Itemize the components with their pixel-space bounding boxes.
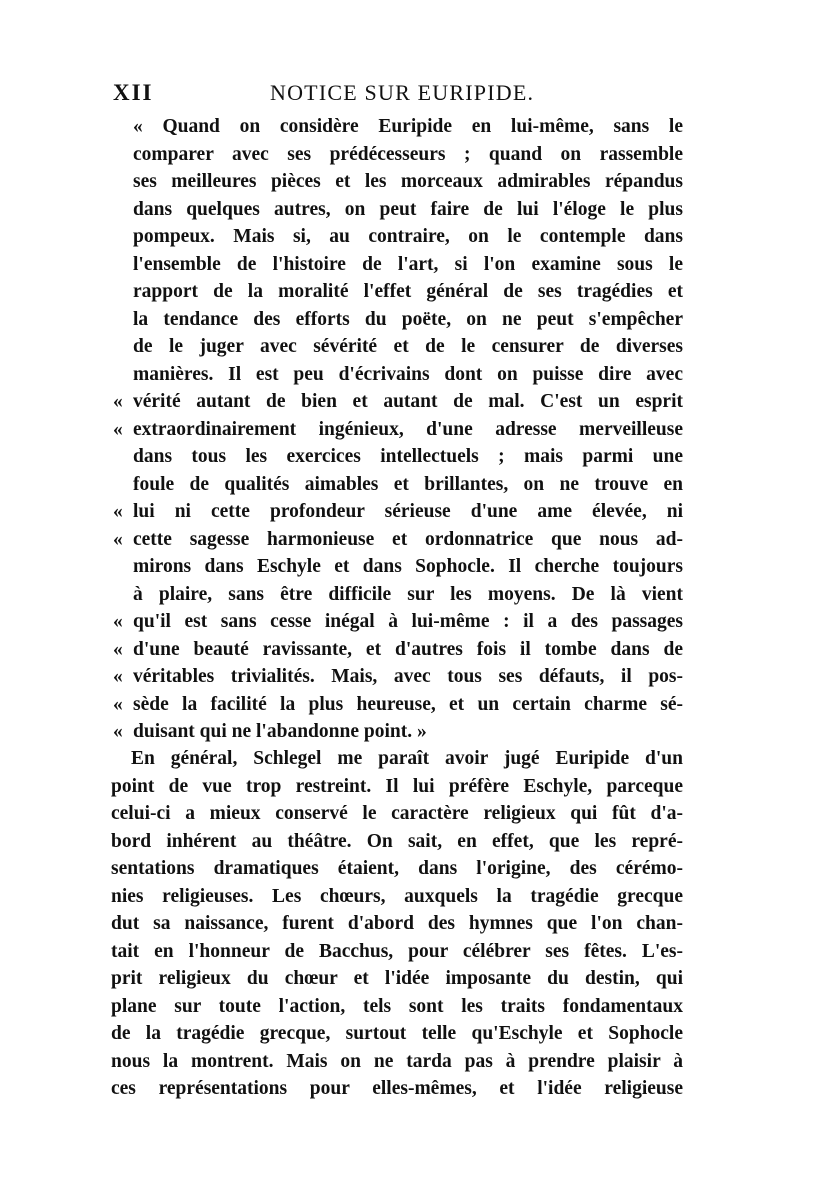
- body-line: [111, 910, 683, 938]
- body-line: [111, 800, 683, 828]
- body-line-text: En général, Schlegel me paraît avoir jugé Euripide d'un: [131, 748, 683, 769]
- body-line: [111, 828, 683, 856]
- quote-margin-mark: «: [113, 501, 123, 522]
- quote-line-text: cette sagesse harmonieuse et ordonnatrice que nous ad-: [133, 528, 683, 550]
- body-line-text: plane sur toute l'action, tels sont les traits fondamentaux: [111, 995, 683, 1017]
- quote-line-text: extraordinairement ingénieux, d'une adresse merveilleuse: [133, 418, 683, 440]
- quote-line-text: manières. Il est peu d'écrivains dont on puisse dire avec: [133, 363, 683, 385]
- quote-line-text: comparer avec ses prédécesseurs ; quand on rassemble: [133, 143, 683, 165]
- quote-line-text: vérité autant de bien et autant de mal. C'est un esprit: [133, 391, 683, 412]
- quote-line: [113, 306, 683, 334]
- quote-line: [113, 361, 683, 389]
- quote-line-text: ses meilleures pièces et les morceaux admirables répandus: [133, 171, 683, 192]
- body-line: [111, 855, 683, 883]
- quote-line-text: dans tous les exercices intellectuels ; mais parmi une: [133, 446, 683, 467]
- quote-line-text: l'ensemble de l'histoire de l'art, si l'on examine sous le: [133, 253, 683, 275]
- quote-line: [113, 663, 683, 691]
- quote-line-text: la tendance des efforts du poëte, on ne peut s'empêcher: [133, 308, 683, 330]
- body-line-text: nies religieuses. Les chœurs, auxquels la tragédie grecque: [111, 885, 683, 907]
- body-line-text: dut sa naissance, furent d'abord des hymnes que l'on chan-: [111, 913, 683, 934]
- body-line-text: point de vue trop restreint. Il lui préfère Eschyle, parceque: [111, 775, 683, 797]
- quote-line-text: lui ni cette profondeur sérieuse d'une ame élevée, ni: [133, 501, 683, 522]
- running-title: NOTICE SUR EURIPIDE.: [270, 80, 535, 105]
- page-number: XII: [113, 80, 154, 105]
- quote-line-text: mirons dans Eschyle et dans Sophocle. Il cherche toujours: [133, 556, 683, 577]
- quote-line: [113, 471, 683, 499]
- quote-line: [113, 718, 683, 746]
- quote-line: [113, 278, 683, 306]
- quote-line: [113, 141, 683, 169]
- quote-margin-mark: «: [113, 693, 123, 715]
- quote-line-text: qu'il est sans cesse inégal à lui-même : il a des passages: [133, 611, 683, 632]
- quote-line: [113, 416, 683, 444]
- quote-line-text: véritables trivialités. Mais, avec tous ses défauts, il pos-: [133, 666, 683, 687]
- body-line-text: ces représentations pour elles-mêmes, et l'idée religieuse: [111, 1078, 683, 1099]
- quote-line-text: dans quelques autres, on peut faire de lui l'éloge le plus: [133, 198, 683, 220]
- body-line: [111, 883, 683, 911]
- quote-line-text: d'une beauté ravissante, et d'autres fois il tombe dans de: [133, 638, 683, 660]
- quote-line: [113, 553, 683, 581]
- quote-line: [113, 333, 683, 361]
- quote-margin-mark: «: [113, 418, 123, 440]
- body-line-text: celui-ci a mieux conservé le caractère religieux qui fût d'a-: [111, 803, 683, 824]
- body-line: [111, 938, 683, 966]
- quote-line-text: sède la facilité la plus heureuse, et un certain charme sé-: [133, 693, 683, 715]
- quote-line-text: pompeux. Mais si, au contraire, on le contemple dans: [133, 226, 683, 247]
- body-paragraph: [111, 745, 683, 1103]
- body-line-text: de la tragédie grecque, surtout telle qu'Eschyle et Sophocle: [111, 1023, 683, 1044]
- body-line-text: prit religieux du chœur et l'idée imposante du destin, qui: [111, 968, 683, 989]
- quote-line-text: de le juger avec sévérité et de le censurer de diverses: [133, 336, 683, 357]
- quote-line-text: « Quand on considère Euripide en lui-même, sans le: [133, 116, 683, 137]
- quote-margin-mark: «: [113, 721, 123, 742]
- quote-line-text: foule de qualités aimables et brillantes, on ne trouve en: [133, 473, 683, 495]
- running-head: [113, 80, 725, 110]
- quote-line: [113, 443, 683, 471]
- quote-margin-mark: «: [113, 638, 123, 660]
- body-line: [111, 773, 683, 801]
- quote-line-text: duisant qui ne l'abandonne point. »: [133, 721, 427, 742]
- quote-margin-mark: «: [113, 666, 123, 687]
- body-line: [111, 745, 683, 773]
- body-line-text: bord inhérent au théâtre. On sait, en effet, que les repré-: [111, 830, 683, 852]
- quote-line: [113, 498, 683, 526]
- body-line: [111, 993, 683, 1021]
- body-line: [111, 1075, 683, 1103]
- body-line: [111, 1020, 683, 1048]
- quote-line: [113, 636, 683, 664]
- quote-line: [113, 251, 683, 279]
- quote-line: [113, 608, 683, 636]
- quote-line: [113, 526, 683, 554]
- quote-margin-mark: «: [113, 528, 123, 550]
- quote-line: [113, 223, 683, 251]
- body-line-text: tait en l'honneur de Bacchus, pour célébrer ses fêtes. L'es-: [111, 940, 683, 962]
- quote-line: [113, 388, 683, 416]
- quotation-block: [113, 113, 683, 746]
- quote-line: [113, 168, 683, 196]
- body-line: [111, 965, 683, 993]
- quote-line-text: à plaire, sans être difficile sur les moyens. De là vient: [133, 583, 683, 605]
- body-line-text: sentations dramatiques étaient, dans l'origine, des cérémo-: [111, 858, 683, 879]
- quote-line: [113, 196, 683, 224]
- quote-line-text: rapport de la moralité l'effet général de ses tragédies et: [133, 281, 683, 302]
- quote-line: [113, 581, 683, 609]
- quote-line: [113, 113, 683, 141]
- quote-margin-mark: «: [113, 611, 123, 632]
- quote-margin-mark: «: [113, 391, 123, 412]
- body-line: [111, 1048, 683, 1076]
- quote-line: [113, 691, 683, 719]
- body-line-text: nous la montrent. Mais on ne tarda pas à prendre plaisir à: [111, 1050, 683, 1072]
